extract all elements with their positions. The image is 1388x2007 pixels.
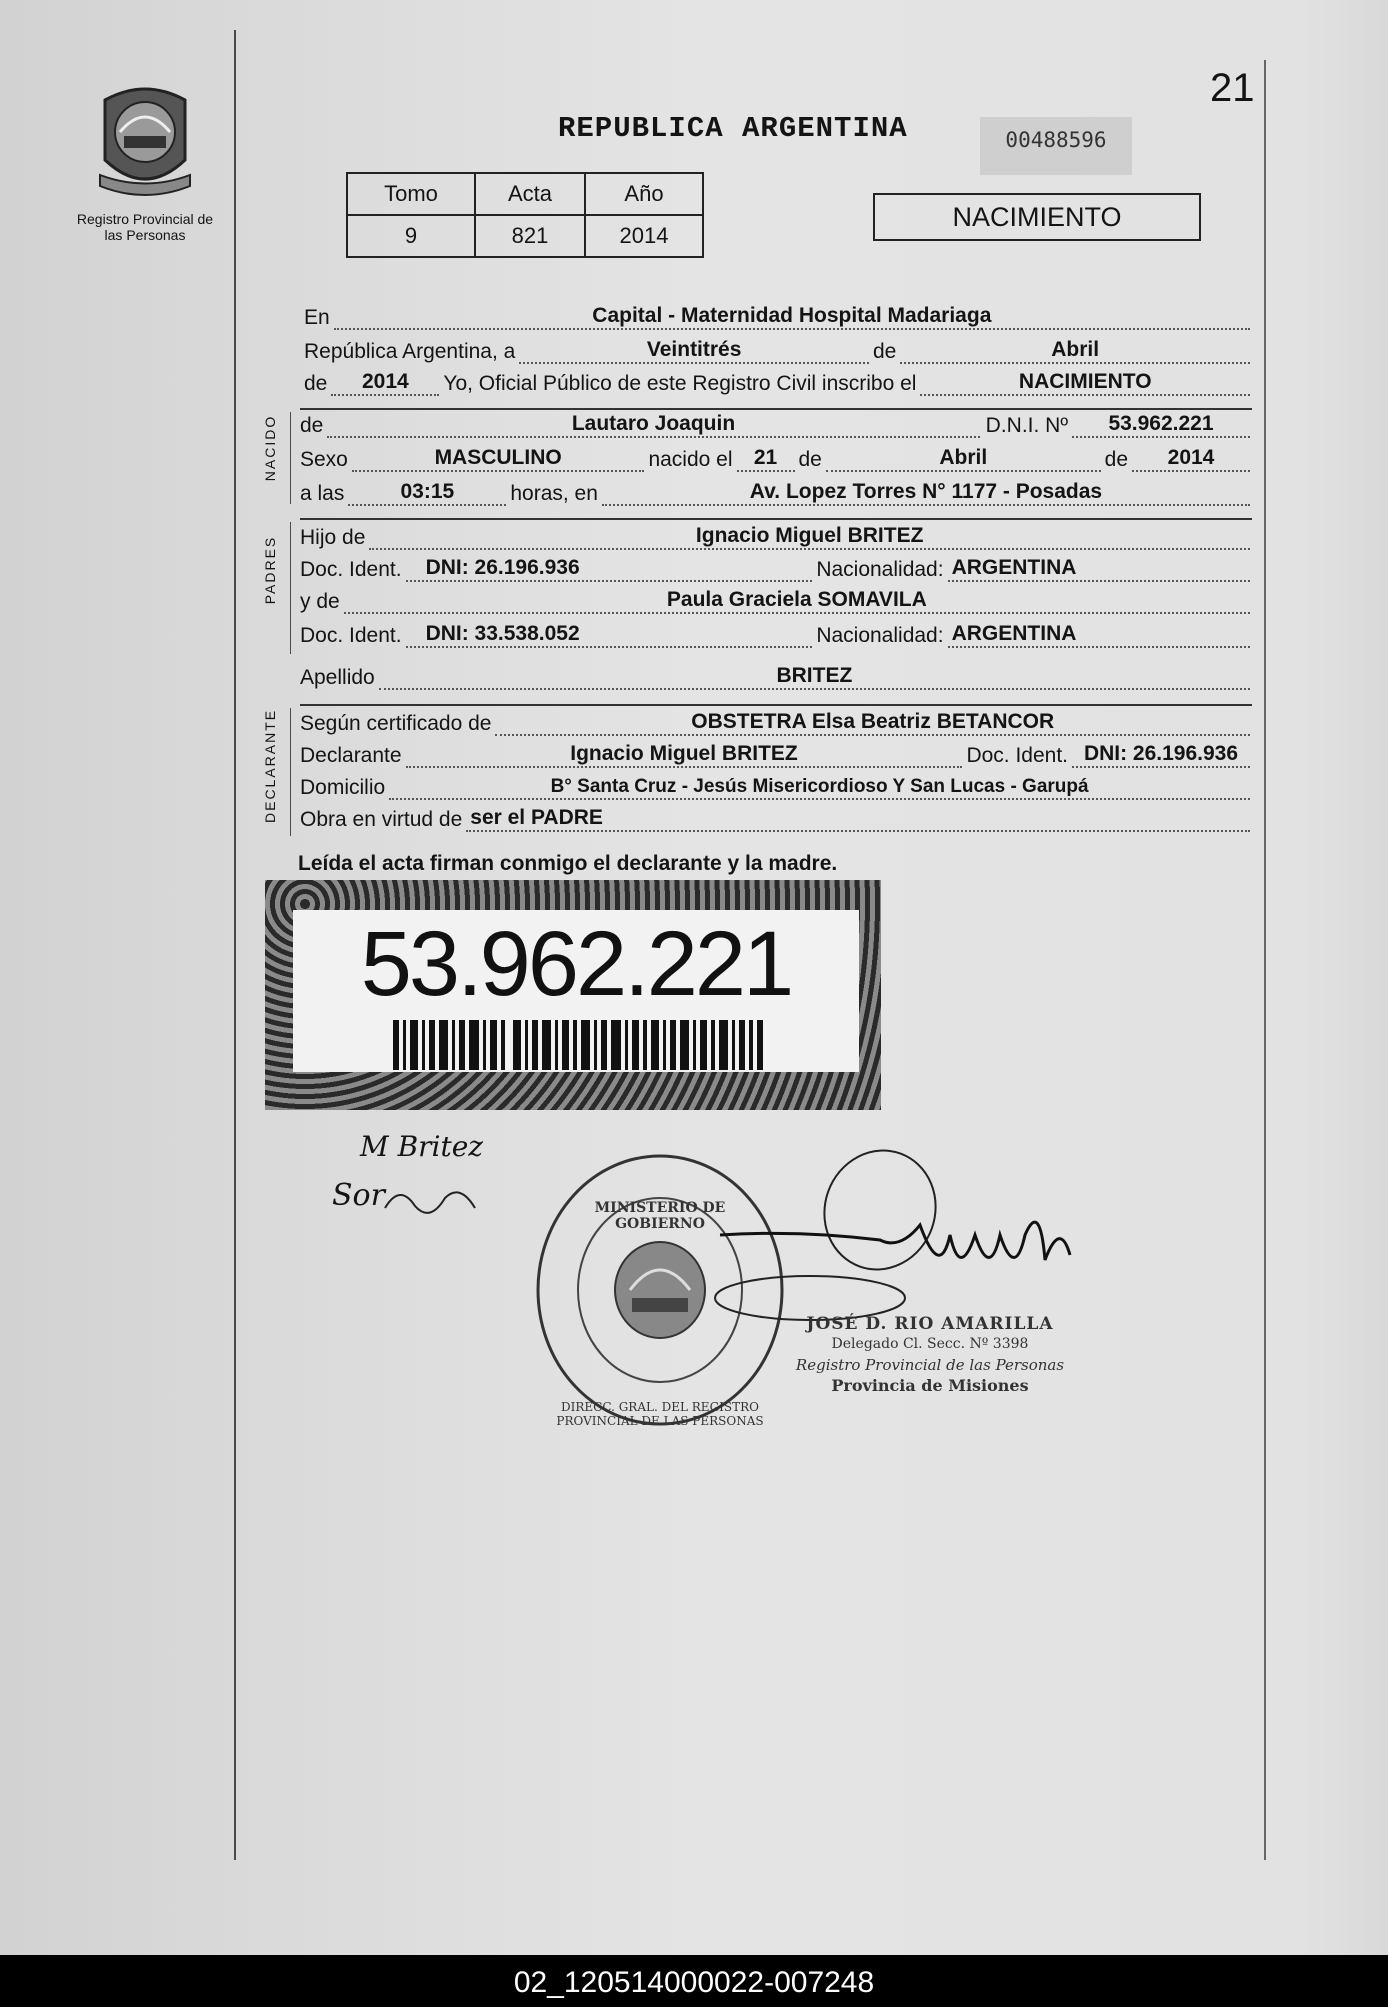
father-nationality-value: ARGENTINA <box>948 556 1250 582</box>
page-number: 21 <box>1210 66 1255 110</box>
horas-label: horas, en <box>510 482 598 505</box>
dni-sticker <box>265 880 881 1110</box>
segun-label: Según certificado de <box>300 712 492 735</box>
mother-nationality-value: ARGENTINA <box>948 622 1250 648</box>
country-title: REPUBLICA ARGENTINA <box>558 112 908 145</box>
time-place-row <box>300 476 1250 506</box>
surname-row <box>300 660 1250 690</box>
declarant-name-value: Ignacio Miguel BRITEZ <box>406 742 963 768</box>
registry-logo <box>70 80 220 243</box>
mother-name-value: Paula Graciela SOMAVILA <box>344 588 1250 614</box>
domicile-value: B° Santa Cruz - Jesús Misericordioso Y San Lucas - Garupá <box>389 776 1250 800</box>
obra-label: Obra en virtud de <box>300 808 463 831</box>
birth-time-value: 03:15 <box>348 480 506 506</box>
tomo-value: 9 <box>347 215 475 257</box>
stamp-ministry-text: MINISTERIO DE GOBIERNO <box>594 1200 726 1232</box>
dni-sticker-number: 53.962.221 <box>360 913 792 1015</box>
mother-row <box>300 584 1250 614</box>
declarant-doc-value: DNI: 26.196.936 <box>1072 742 1250 768</box>
officer-title: Delegado Cl. Secc. Nº 3398 <box>831 1336 1029 1352</box>
right-margin-line <box>1264 60 1266 1860</box>
stamp-outer-text: DIRECC. GRAL. DEL REGISTRO PROVINCIAL DE LAS PERSONAS <box>556 1400 764 1428</box>
birth-day-value: 21 <box>737 446 795 472</box>
declarant-row <box>300 738 1250 768</box>
sex-birth-row <box>300 442 1250 472</box>
record-value: NACIMIENTO <box>920 370 1250 396</box>
sexo-value: MASCULINO <box>352 446 645 472</box>
de-year-label: de <box>304 372 328 395</box>
oficial-text: Yo, Oficial Público de este Registro Civil inscribo el <box>443 372 917 395</box>
birth-address-value: Av. Lopez Torres N° 1177 - Posadas <box>602 480 1250 506</box>
en-label: En <box>304 306 330 329</box>
de-month-label: de <box>798 448 822 471</box>
father-name-value: Ignacio Miguel BRITEZ <box>369 524 1250 550</box>
nacionalidad-label: Nacionalidad: <box>816 558 944 581</box>
birth-month-value: Abril <box>826 446 1101 472</box>
mother-doc-row <box>300 618 1250 648</box>
officer-registry: Registro Provincial de las Personas <box>795 1356 1065 1374</box>
nacido-el-label: nacido el <box>648 448 733 471</box>
month-value: Abril <box>900 338 1250 364</box>
birth-year-value: 2014 <box>1132 446 1250 472</box>
ano-value: 2014 <box>585 215 703 257</box>
nacionalidad-label: Nacionalidad: <box>816 624 944 647</box>
left-margin-line <box>234 30 236 1860</box>
mother-signature-text: Sor <box>332 1178 385 1213</box>
child-name-row <box>300 408 1250 438</box>
father-row <box>300 520 1250 550</box>
declarante-section-label: DECLARANTE <box>262 708 278 823</box>
father-doc-row <box>300 552 1250 582</box>
record-type-box: NACIMIENTO <box>873 193 1201 241</box>
day-words-value: Veintitrés <box>519 338 869 364</box>
hijo-label: Hijo de <box>300 526 366 549</box>
certificate-value: OBSTETRA Elsa Beatriz BETANCOR <box>495 710 1250 736</box>
father-doc-value: DNI: 26.196.936 <box>406 556 813 582</box>
ano-header: Año <box>585 173 703 215</box>
child-name-value: Lautaro Joaquin <box>327 412 979 438</box>
acta-value: 821 <box>475 215 585 257</box>
provincial-seal-icon <box>90 80 200 200</box>
de-name-label: de <box>300 414 324 437</box>
acta-header: Acta <box>475 173 585 215</box>
date-row <box>304 334 1250 364</box>
officer-name: JOSÉ D. RIO AMARILLA <box>806 1314 1054 1334</box>
declarant-signature-text: M Britez <box>360 1130 484 1163</box>
certificate-row <box>300 706 1250 736</box>
doc-label: Doc. Ident. <box>966 744 1068 767</box>
tomo-header: Tomo <box>347 173 475 215</box>
republica-label: República Argentina, a <box>304 340 516 363</box>
place-value: Capital - Maternidad Hospital Madariaga <box>334 304 1250 330</box>
alas-label: a las <box>300 482 345 505</box>
nacido-section-label: NACIDO <box>262 414 278 482</box>
registration-row <box>304 366 1250 396</box>
declarante-label: Declarante <box>300 744 402 767</box>
mother-signature-scribble-icon <box>380 1178 480 1228</box>
barcode-icon <box>393 1020 763 1070</box>
scan-file-id: 02_120514000022-007248 <box>513 1966 875 1999</box>
officer-signature-icon <box>700 1140 1120 1330</box>
place-row <box>304 300 1250 330</box>
signature-note: Leída el acta firman conmigo el declarante y la madre. <box>298 852 838 875</box>
de-year-label2: de <box>1104 448 1128 471</box>
de-label: de <box>872 340 897 363</box>
domicilio-label: Domicilio <box>300 776 386 799</box>
serial-number: 00488596 <box>980 117 1132 175</box>
doc-label: Doc. Ident. <box>300 558 402 581</box>
yde-label: y de <box>300 590 340 613</box>
registry-caption: Registro Provincial de las Personas <box>76 211 214 243</box>
padres-section-label: PADRES <box>262 535 278 605</box>
mother-doc-value: DNI: 33.538.052 <box>406 622 813 648</box>
dni-label: D.N.I. Nº <box>985 414 1068 437</box>
year-value: 2014 <box>331 370 439 396</box>
apellido-label: Apellido <box>300 666 375 689</box>
sexo-label: Sexo <box>300 448 348 471</box>
child-dni-value: 53.962.221 <box>1072 412 1250 438</box>
book-reference-table <box>346 172 704 258</box>
reason-value: ser el PADRE <box>466 806 1250 832</box>
surname-value: BRITEZ <box>379 664 1250 690</box>
section-bracket <box>290 522 291 654</box>
domicile-row <box>300 770 1250 800</box>
section-bracket <box>290 708 291 836</box>
declarant-signature <box>330 1130 490 1240</box>
doc-label: Doc. Ident. <box>300 624 402 647</box>
officer-province: Provincia de Misiones <box>831 1376 1029 1395</box>
section-bracket <box>290 412 291 504</box>
reason-row <box>300 802 1250 832</box>
